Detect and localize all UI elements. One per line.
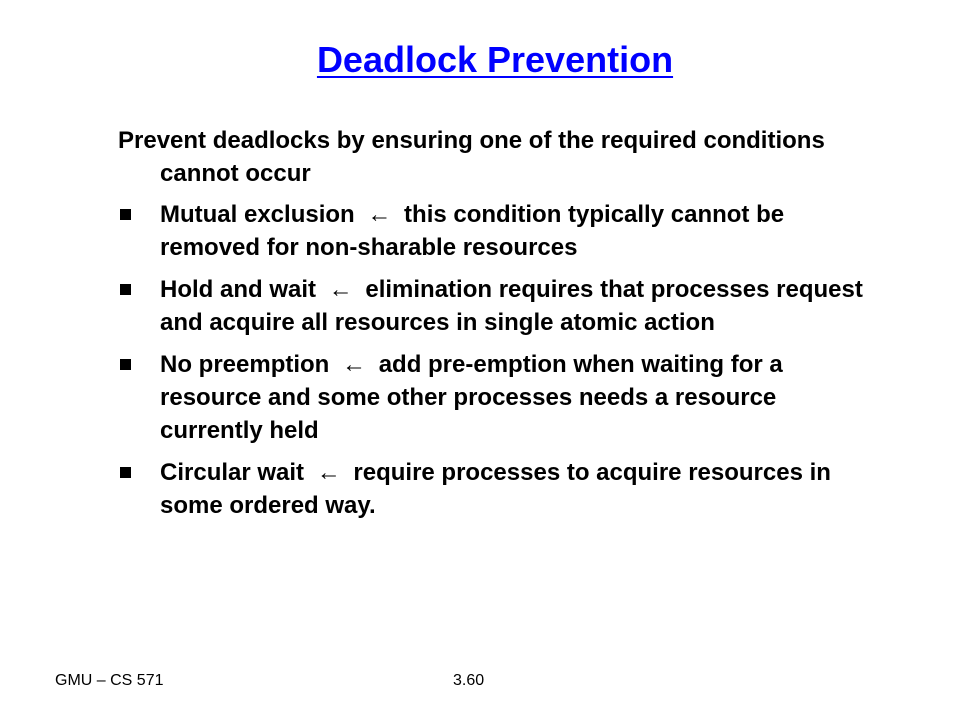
list-item: [118, 348, 878, 447]
slide-title: Deadlock Prevention: [316, 39, 674, 80]
bullet-term: Hold and wait: [160, 276, 316, 303]
square-bullet-icon: [120, 209, 131, 220]
bullet-list: [118, 198, 878, 531]
bullet-text: elimination requires that processes request and acquire all resources in single atomic action: [160, 276, 863, 336]
left-arrow-icon: ←: [328, 276, 353, 303]
square-bullet-icon: [120, 467, 131, 478]
bullet-term: Mutual exclusion: [160, 201, 355, 228]
list-item: [118, 273, 878, 339]
list-item: [118, 198, 878, 264]
bullet-text: require processes to acquire resources in some ordered way.: [160, 459, 831, 519]
square-bullet-icon: [120, 359, 131, 370]
left-arrow-icon: ←: [342, 351, 367, 378]
bullet-text: add pre-emption when waiting for a resource and some other processes needs a resource currently held: [160, 351, 783, 444]
square-bullet-icon: [120, 284, 131, 295]
footer-slide-number: 3.60: [453, 672, 485, 689]
left-arrow-icon: ←: [367, 201, 392, 228]
bullet-term: No preemption: [160, 351, 330, 378]
list-item: [118, 456, 878, 522]
left-arrow-icon: ←: [316, 459, 341, 486]
bullet-text: this condition typically cannot be removed for non-sharable resources: [160, 201, 785, 261]
bullet-term: Circular wait: [160, 459, 305, 486]
footer-course: GMU – CS 571: [55, 672, 164, 689]
intro-text: Prevent deadlocks by ensuring one of the required conditions cannot occur: [118, 127, 825, 187]
